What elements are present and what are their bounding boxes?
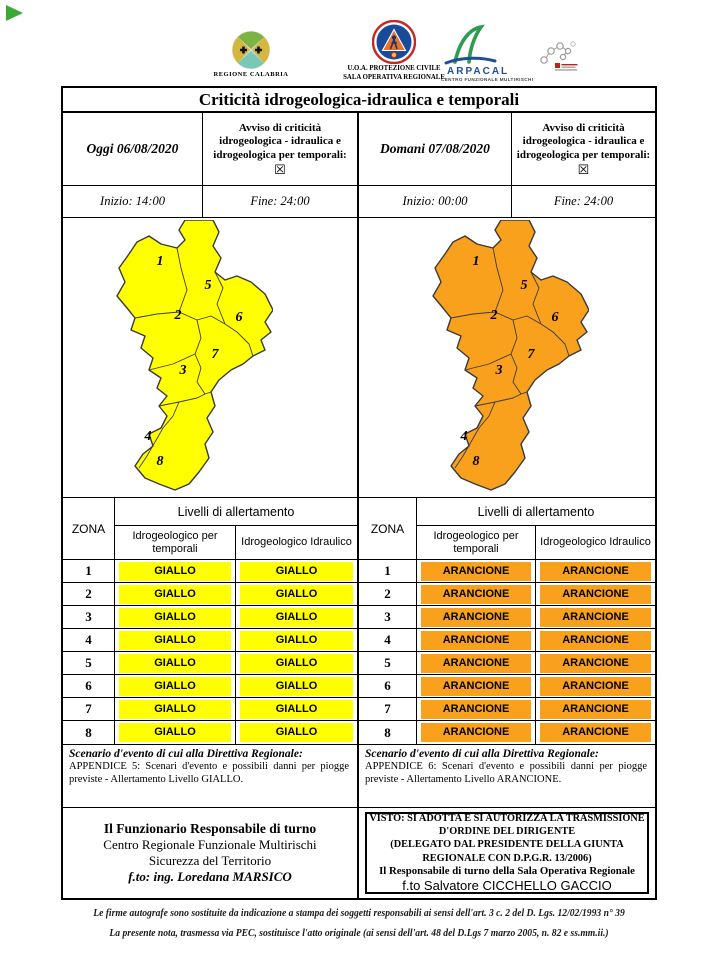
alert-cell (417, 652, 536, 675)
alert-cell (236, 583, 357, 606)
alert-level: ARANCIONE (421, 608, 531, 627)
scenario-title: Scenario d'evento di cui alla Direttiva Regionale: (365, 748, 599, 760)
zona-cell: 6 (63, 675, 115, 698)
zona-cell: 1 (63, 560, 115, 583)
alert-level: ARANCIONE (421, 654, 531, 673)
scenario-domani (359, 745, 655, 807)
alert-table-oggi (63, 498, 359, 744)
alert-cell (236, 675, 357, 698)
alert-level: ARANCIONE (421, 631, 531, 650)
alert-level: GIALLO (119, 585, 231, 604)
col-header-idraulico: Idrogeologico Idraulico (236, 526, 357, 560)
col-header-idraulico: Idrogeologico Idraulico (536, 526, 655, 560)
alert-cell (236, 698, 357, 721)
alert-level: ARANCIONE (540, 585, 651, 604)
zona-cell: 3 (359, 606, 417, 629)
scenario-title: Scenario d'evento di cui alla Direttiva Regionale: (69, 748, 303, 760)
zone-label: 4 (144, 429, 152, 444)
visto-line: D'ORDINE DEL DIRIGENTE (438, 826, 576, 838)
alert-level: GIALLO (240, 631, 353, 650)
bulletin-document (61, 86, 657, 900)
zona-cell: 6 (359, 675, 417, 698)
zona-cell: 1 (359, 560, 417, 583)
alert-cell (417, 606, 536, 629)
scenario-body: APPENDICE 5: Scenari d'evento e possibili danni per piogge previste - Allertamento Livello GIALLO. (69, 761, 349, 786)
alert-cell (236, 606, 357, 629)
alert-level: ARANCIONE (540, 608, 651, 627)
alert-cell (417, 698, 536, 721)
zona-cell: 7 (63, 698, 115, 721)
avviso-oggi-text: Avviso di criticità idrogeologica - idraulica e idrogeologica per temporali: (213, 122, 347, 161)
alert-cell (536, 560, 655, 583)
regione-caption: REGIONE CALABRIA (213, 71, 289, 78)
arpacal-name: ARPACAL (447, 66, 510, 77)
zona-cell: 5 (63, 652, 115, 675)
avviso-domani-checkbox: ☒ (577, 161, 590, 177)
alert-cell (115, 698, 236, 721)
zone-label: 5 (520, 278, 528, 293)
zona-cell: 8 (63, 721, 115, 744)
alert-level: GIALLO (240, 608, 353, 627)
centro-funzionale-molecule-icon (537, 38, 581, 74)
visto-role: Il Responsabile di turno della Sala Operativa Regionale (379, 864, 635, 877)
alert-table-domani (359, 498, 655, 744)
alert-cell (115, 629, 236, 652)
alert-cell (536, 583, 655, 606)
scenario-body: APPENDICE 6: Scenari d'evento e possibili danni per piogge previste - Allertamento Livello ARANCIONE. (365, 761, 647, 786)
alert-level: GIALLO (119, 723, 231, 742)
logo-strip (61, 16, 657, 86)
alert-cell (115, 721, 236, 744)
zone-label: 3 (495, 363, 503, 378)
alert-cell (536, 698, 655, 721)
regione-calabria-shield-icon (231, 30, 271, 70)
alert-cell (536, 652, 655, 675)
alert-level: GIALLO (119, 608, 231, 627)
alert-cell (536, 606, 655, 629)
alert-level: ARANCIONE (540, 677, 651, 696)
dates-row (63, 113, 655, 186)
signature-office2: Sicurezza del Territorio (148, 853, 272, 868)
zone-label: 8 (156, 454, 164, 469)
fine-oggi: Fine: 24:00 (203, 186, 359, 217)
alert-cell (536, 629, 655, 652)
calabria-map-oggi-svg (101, 220, 273, 496)
alert-cell (236, 652, 357, 675)
alert-cell (536, 721, 655, 744)
signature-office: Centro Regionale Funzionale Multirischi (103, 837, 317, 852)
livelli-header: Livelli di allertamento (115, 498, 357, 526)
alert-level: GIALLO (240, 677, 353, 696)
alert-cell (417, 629, 536, 652)
alert-level: GIALLO (119, 677, 231, 696)
alert-level: GIALLO (240, 700, 353, 719)
footer-line2: La presente nota, trasmessa via PEC, sostituisce l'atto originale (ai sensi dell'art. 48 del D.Lgs 7 marzo 2005, n. 82 e ss.mm.ii.) (109, 928, 609, 939)
arpacal-sail-icon (439, 24, 501, 68)
alert-level: ARANCIONE (540, 723, 651, 742)
fine-domani: Fine: 24:00 (553, 194, 614, 208)
zone-label: 2 (490, 308, 498, 323)
arpacal-logo (439, 24, 609, 82)
col-header-temporali: Idrogeologico per temporali (417, 526, 536, 560)
avviso-domani (512, 113, 655, 185)
alert-level: GIALLO (119, 700, 231, 719)
avviso-oggi-checkbox: ☒ (274, 161, 286, 177)
regione-calabria-logo (196, 30, 306, 78)
zone-label: 3 (179, 363, 187, 378)
times-row (63, 186, 655, 218)
inizio-oggi: Inizio: 14:00 (63, 186, 203, 217)
visto-name: f.to Salvatore CICCHELLO GACCIO (402, 878, 612, 894)
footer-line1: Le firme autografe sono sostituite da indicazione a stampa dei soggetti responsabili ai sensi dell'art. 3 c. 2 del D. Lgs. 12/02/1993 n° 39 (93, 908, 625, 919)
date-oggi: Oggi 06/08/2020 (63, 113, 203, 185)
zone-label: 7 (527, 347, 535, 362)
calabria-map-domani-svg (417, 220, 589, 496)
visto-line: REGIONALE CON D.P.G.R. 13/2006) (422, 852, 592, 864)
map-cell-oggi (63, 218, 359, 497)
zona-cell: 2 (63, 583, 115, 606)
scenario-row (63, 745, 655, 808)
alert-level: GIALLO (240, 562, 353, 581)
visto-line: (DELEGATO DAL PRESIDENTE DELLA GIUNTA (390, 839, 624, 851)
alert-level: ARANCIONE (421, 700, 531, 719)
alert-cell (236, 629, 357, 652)
zona-cell: 8 (359, 721, 417, 744)
inizio-domani: Inizio: 00:00 (359, 186, 512, 217)
calabria-map-oggi (101, 220, 273, 496)
alert-cell (115, 583, 236, 606)
avviso-oggi (203, 113, 359, 185)
alert-cell (236, 721, 357, 744)
alert-tables-row (63, 498, 655, 745)
alert-level: ARANCIONE (421, 723, 531, 742)
alert-level: ARANCIONE (421, 562, 531, 581)
alert-cell (536, 675, 655, 698)
alert-level: GIALLO (119, 631, 231, 650)
signature-name: f.to: ing. Loredana MARSICO (128, 869, 292, 884)
alert-cell (115, 560, 236, 583)
alert-level: ARANCIONE (540, 654, 651, 673)
zona-header: ZONA (63, 498, 115, 560)
livelli-header: Livelli di allertamento (417, 498, 655, 526)
zone-label: 1 (156, 254, 164, 269)
zone-label: 8 (472, 454, 480, 469)
zone-label: 7 (211, 347, 219, 362)
visto-line: VISTO: SI ADOTTA E SI AUTORIZZA LA TRASMISSIONE (369, 813, 645, 825)
zona-cell: 7 (359, 698, 417, 721)
alert-cell (115, 675, 236, 698)
alert-level: ARANCIONE (540, 631, 651, 650)
alert-cell (115, 652, 236, 675)
protezione-caption-line1: U.O.A. PROTEZIONE CIVILE (347, 65, 441, 72)
legal-footer (61, 908, 657, 948)
arpacal-caption: CENTRO FUNZIONALE MULTIRISCHI (441, 77, 534, 82)
zone-label: 2 (174, 308, 182, 323)
alert-level: ARANCIONE (421, 677, 531, 696)
signature-right (359, 808, 655, 898)
zona-cell: 4 (359, 629, 417, 652)
zone-label: 1 (472, 254, 480, 269)
corner-triangle-icon (6, 5, 23, 21)
protezione-caption-line2: SALA OPERATIVA REGIONALE (343, 73, 445, 81)
maps-row (63, 218, 655, 498)
zone-label: 4 (460, 429, 468, 444)
signature-left (63, 808, 359, 898)
page-title: Criticità idrogeologica-idraulica e temporali (198, 89, 520, 109)
alert-level: ARANCIONE (421, 585, 531, 604)
avviso-domani-text: Avviso di criticità idrogeologica - idraulica e idrogeologica per temporali: (516, 122, 651, 161)
alert-level: ARANCIONE (540, 700, 651, 719)
alert-cell (417, 675, 536, 698)
zona-cell: 3 (63, 606, 115, 629)
alert-level: GIALLO (119, 654, 231, 673)
alert-level: ARANCIONE (540, 562, 651, 581)
visto-box (365, 812, 649, 894)
title-bar (63, 88, 655, 113)
zone-label: 6 (551, 310, 559, 325)
alert-level: GIALLO (119, 562, 231, 581)
scenario-oggi (63, 745, 359, 807)
alert-cell (115, 606, 236, 629)
alert-cell (417, 583, 536, 606)
alert-level: GIALLO (240, 585, 353, 604)
alert-cell (417, 721, 536, 744)
alert-level: GIALLO (240, 654, 353, 673)
alert-level: GIALLO (240, 723, 353, 742)
date-domani: Domani 07/08/2020 (359, 113, 512, 185)
zona-cell: 4 (63, 629, 115, 652)
calabria-map-domani (417, 220, 589, 496)
col-header-temporali: Idrogeologico per temporali (115, 526, 236, 560)
alert-cell (236, 560, 357, 583)
signature-role: Il Funzionario Responsabile di turno (103, 821, 317, 836)
map-cell-domani (359, 218, 655, 497)
alert-cell (417, 560, 536, 583)
zone-label: 6 (235, 310, 243, 325)
zona-cell: 2 (359, 583, 417, 606)
zone-label: 5 (204, 278, 212, 293)
signatures-row (63, 808, 655, 898)
protezione-civile-icon (372, 20, 416, 64)
zona-header: ZONA (359, 498, 417, 560)
zona-cell: 5 (359, 652, 417, 675)
